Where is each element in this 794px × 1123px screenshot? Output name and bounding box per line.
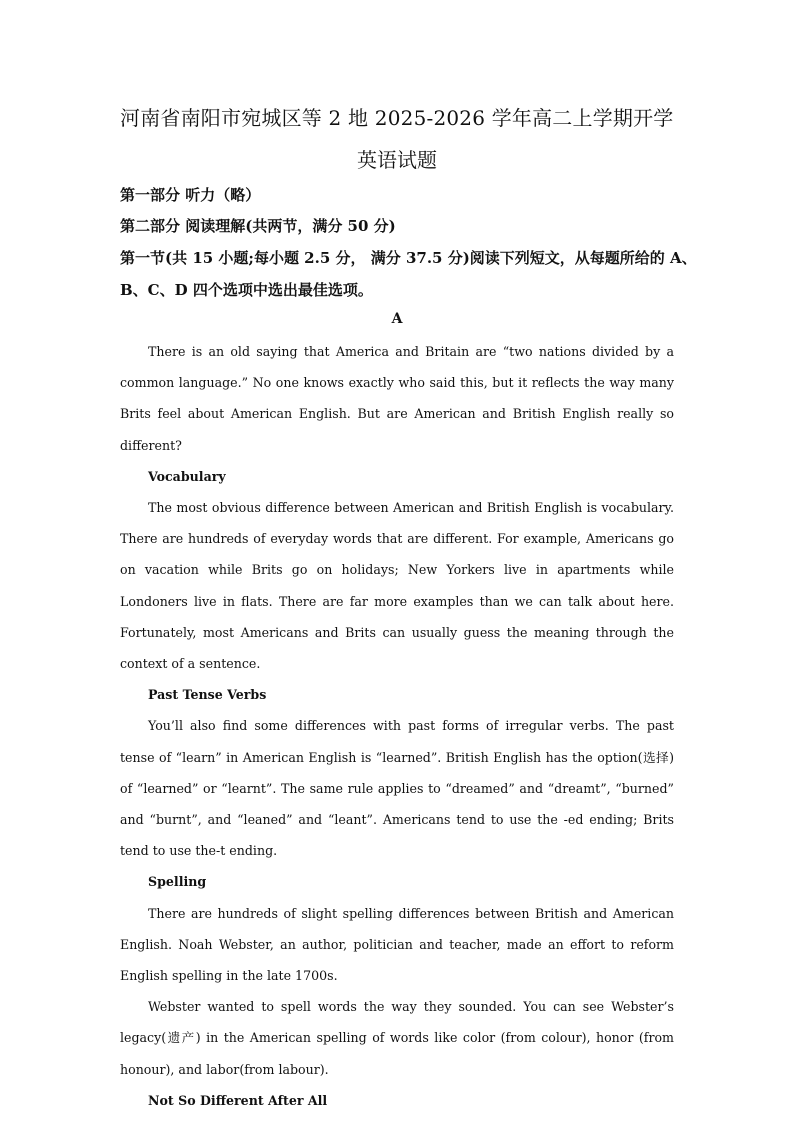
paragraph: The most obvious difference between American and British English is vocabulary. There are hundreds of everyday words that are different. For example, Americans go on vacation while Brits go on holidays; New Yorkers live in apartments while Londoners live in flats. There are far more examples than we can talk about here. Fortunately, most Americans and Brits can usually guess the meaning through the context of a sentence. <box>120 500 674 672</box>
passage-body <box>120 336 674 1116</box>
section1-instruction-line2: B、C、D 四个选项中选出最佳选项。 <box>120 281 373 299</box>
paragraph: You’ll also find some differences with past forms of irregular verbs. The past tense of “learn” in American English is “learned”. British English has the option(选择) of “learned” or “learnt”. The same rule applies to “dreamed” and “dreamt”, “burned” and “burnt”, and “leaned” and “leant”. Americans tend to use the -ed ending; Brits tend to use the-t ending. <box>120 718 674 859</box>
section-heading-not-so-different: Not So Different After All <box>148 1092 328 1108</box>
passage-label: A <box>391 311 403 327</box>
section-heading-past-tense: Past Tense Verbs <box>148 687 267 703</box>
exam-title: 河南省南阳市宛城区等 2 地 2025-2026 学年高二上学期开学 <box>120 106 674 130</box>
part2-heading: 第二部分 阅读理解(共两节，满分 50 分) <box>120 217 396 235</box>
part1-heading: 第一部分 听力（略） <box>120 186 261 204</box>
section-heading-spelling: Spelling <box>148 874 207 890</box>
paragraph: There is an old saying that America and Britain are “two nations divided by a common language.” No one knows exactly who said this, but it reflects the way many Brits feel about American English. But are American and British English really so different? <box>120 344 674 453</box>
paragraph: Webster wanted to spell words the way they sounded. You can see Webster’s legacy(遗产) in the American spelling of words like color (from colour), honor (from honour), and labor(from labour). <box>120 999 674 1077</box>
section1-instruction-line1: 第一节(共 15 小题;每小题 2.5 分， 满分 37.5 分)阅读下列短文，从每题所给的 A、 <box>120 249 697 267</box>
section-heading-vocabulary: Vocabulary <box>148 468 226 484</box>
exam-subtitle: 英语试题 <box>357 148 437 172</box>
paragraph: There are hundreds of slight spelling differences between British and American English. Noah Webster, an author, politician and teacher, made an effort to reform English spelling in the late 1700s. <box>120 905 674 984</box>
